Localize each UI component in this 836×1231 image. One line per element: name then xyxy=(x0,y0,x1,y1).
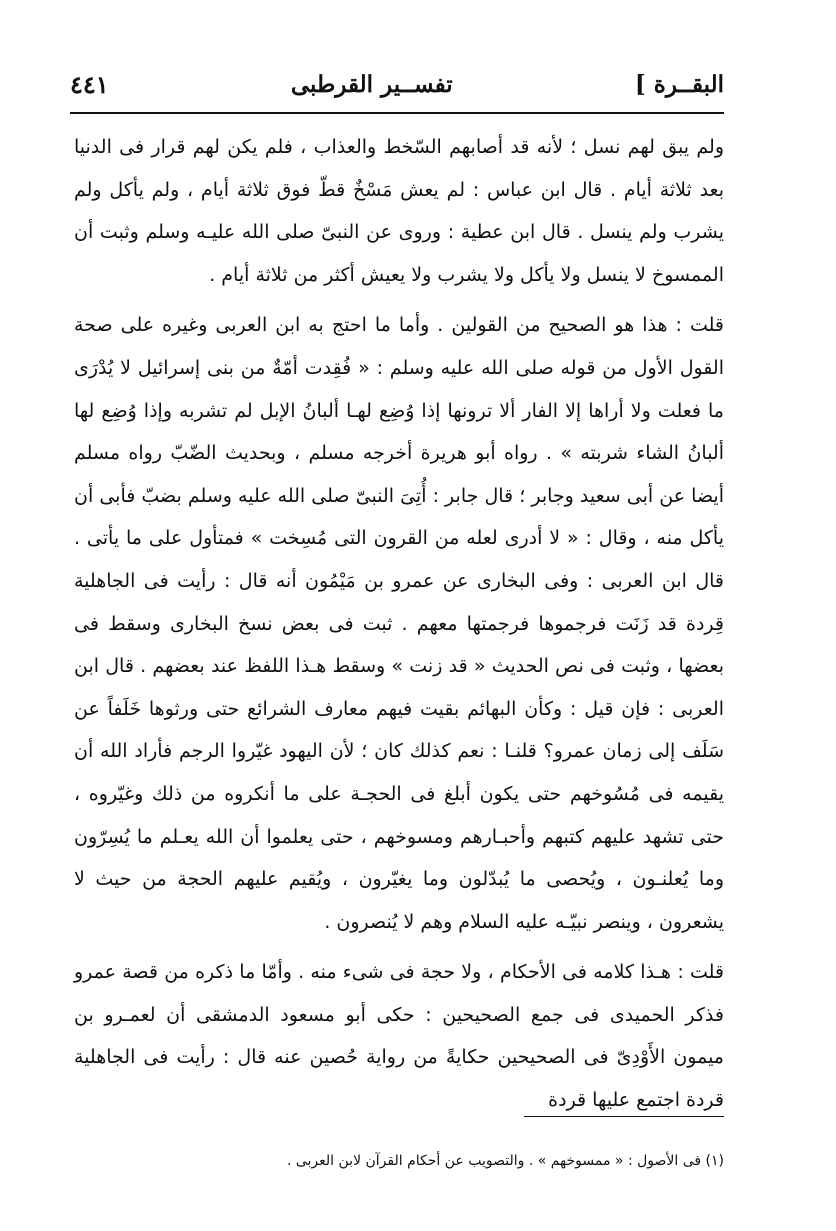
page-header xyxy=(70,62,724,106)
footnote-rule xyxy=(524,1116,724,1117)
surah-name: البقــرة ] xyxy=(634,70,724,98)
paragraph-2: قلت : هذا هو الصحيح من القولين . وأما ما احتج به ابن العربى وغيره على صحة القول الأول من قوله صلى الله عليه وسلم : « فُقِدت أمّةٌ من بنى إسرائيل لا يُدْرَى ما فعلت ولا أراها إلا الفار ألا ترونها إذا وُضِع لهـا ألبانُ الإبل لم تشربه وإذا وُضِع لها ألبانُ الشاء شربته » . رواه أبو هريرة أخرجه مسلم ، وبحديث الضّبّ رواه مسلم أيضا عن أبى سعيد وجابر ؛ قال جابر : أُتِىَ النبىّ صلى الله عليه وسلم بضبّ فأبى أن يأكل منه ، وقال : « لا أدرى لعله من القرون التى مُسِخت » فمتأول على ما يأتى . قال ابن العربى : وفى البخارى عن عمرو بن مَيْمُون أنه قال : رأيت فى الجاهلية قِردة قد زَنَت فرجموها فرجمتها معهم . ثبت فى بعض نسخ البخارى وسقط فى بعضها ، وثبت فى نص الحديث « قد زنت » وسقط هـذا اللفظ عند بعضهم . قال ابن العربى : فإن قيل : وكأن البهائم بقيت فيهم معارف الشرائع حتى ورثوها خَلَفاً عن سَلَف إلى زمان عمرو؟ قلنـا : نعم كذلك كان ؛ لأن اليهود غيّروا الرجم فأراد الله أن يقيمه فى مُسُوخهم حتى يكون أبلغ فى الحجـة على ما أنكروه من ذلك وغيّروه ، حتى تشهد عليهم كتبهم وأحبـارهم ومسوخهم ، حتى يعلموا أن الله يعـلم ما يُسِرّون وما يُعلنـون ، ويُحصى ما يُبدّلون وما يغيّرون ، ويُقيم عليهم الحجة من حيث لا يشعرون ، وينصر نبيّـه عليه السلام وهم لا يُنصرون . xyxy=(74,314,724,933)
header-rule xyxy=(70,112,724,114)
paragraph-1: ولم يبق لهم نسل ؛ لأنه قد أصابهم السّخط والعذاب ، فلم يكن لهم قرار فى الدنيا بعد ثلاثة أيام . قال ابن عباس : لم يعش مَسْخٌ قطّ فوق ثلاثة أيام ، ولم يأكل ولم يشرب ولم ينسل . قال ابن عطية : وروى عن النبىّ صلى الله عليـه وسلم وثبت أن الممسوخ لا ينسل ولا يأكل ولا يشرب ولا يعيش أكثر من ثلاثة أيام . xyxy=(74,136,724,286)
body-text xyxy=(74,126,724,1122)
page-number: ٤٤١ xyxy=(70,69,109,99)
book-title: تفســير القرطبى xyxy=(290,70,453,98)
paragraph-3: قلت : هـذا كلامه فى الأحكام ، ولا حجة فى شىء منه . وأمّا ما ذكره من قصة عمرو فذكر الحميدى فى جمع الصحيحين : حكى أبو مسعود الدمشقى أن لعمـرو بن ميمون الأَوْدِىّ فى الصحيحين حكايةً من رواية حُصين عنه قال : رأيت فى الجاهلية قردة اجتمع عليها قردة xyxy=(74,961,724,1112)
footnote: (١) فى الأصول : « ممسوخهم » . والتصويب عن أحكام القرآن لابن العربى . xyxy=(286,1153,724,1169)
